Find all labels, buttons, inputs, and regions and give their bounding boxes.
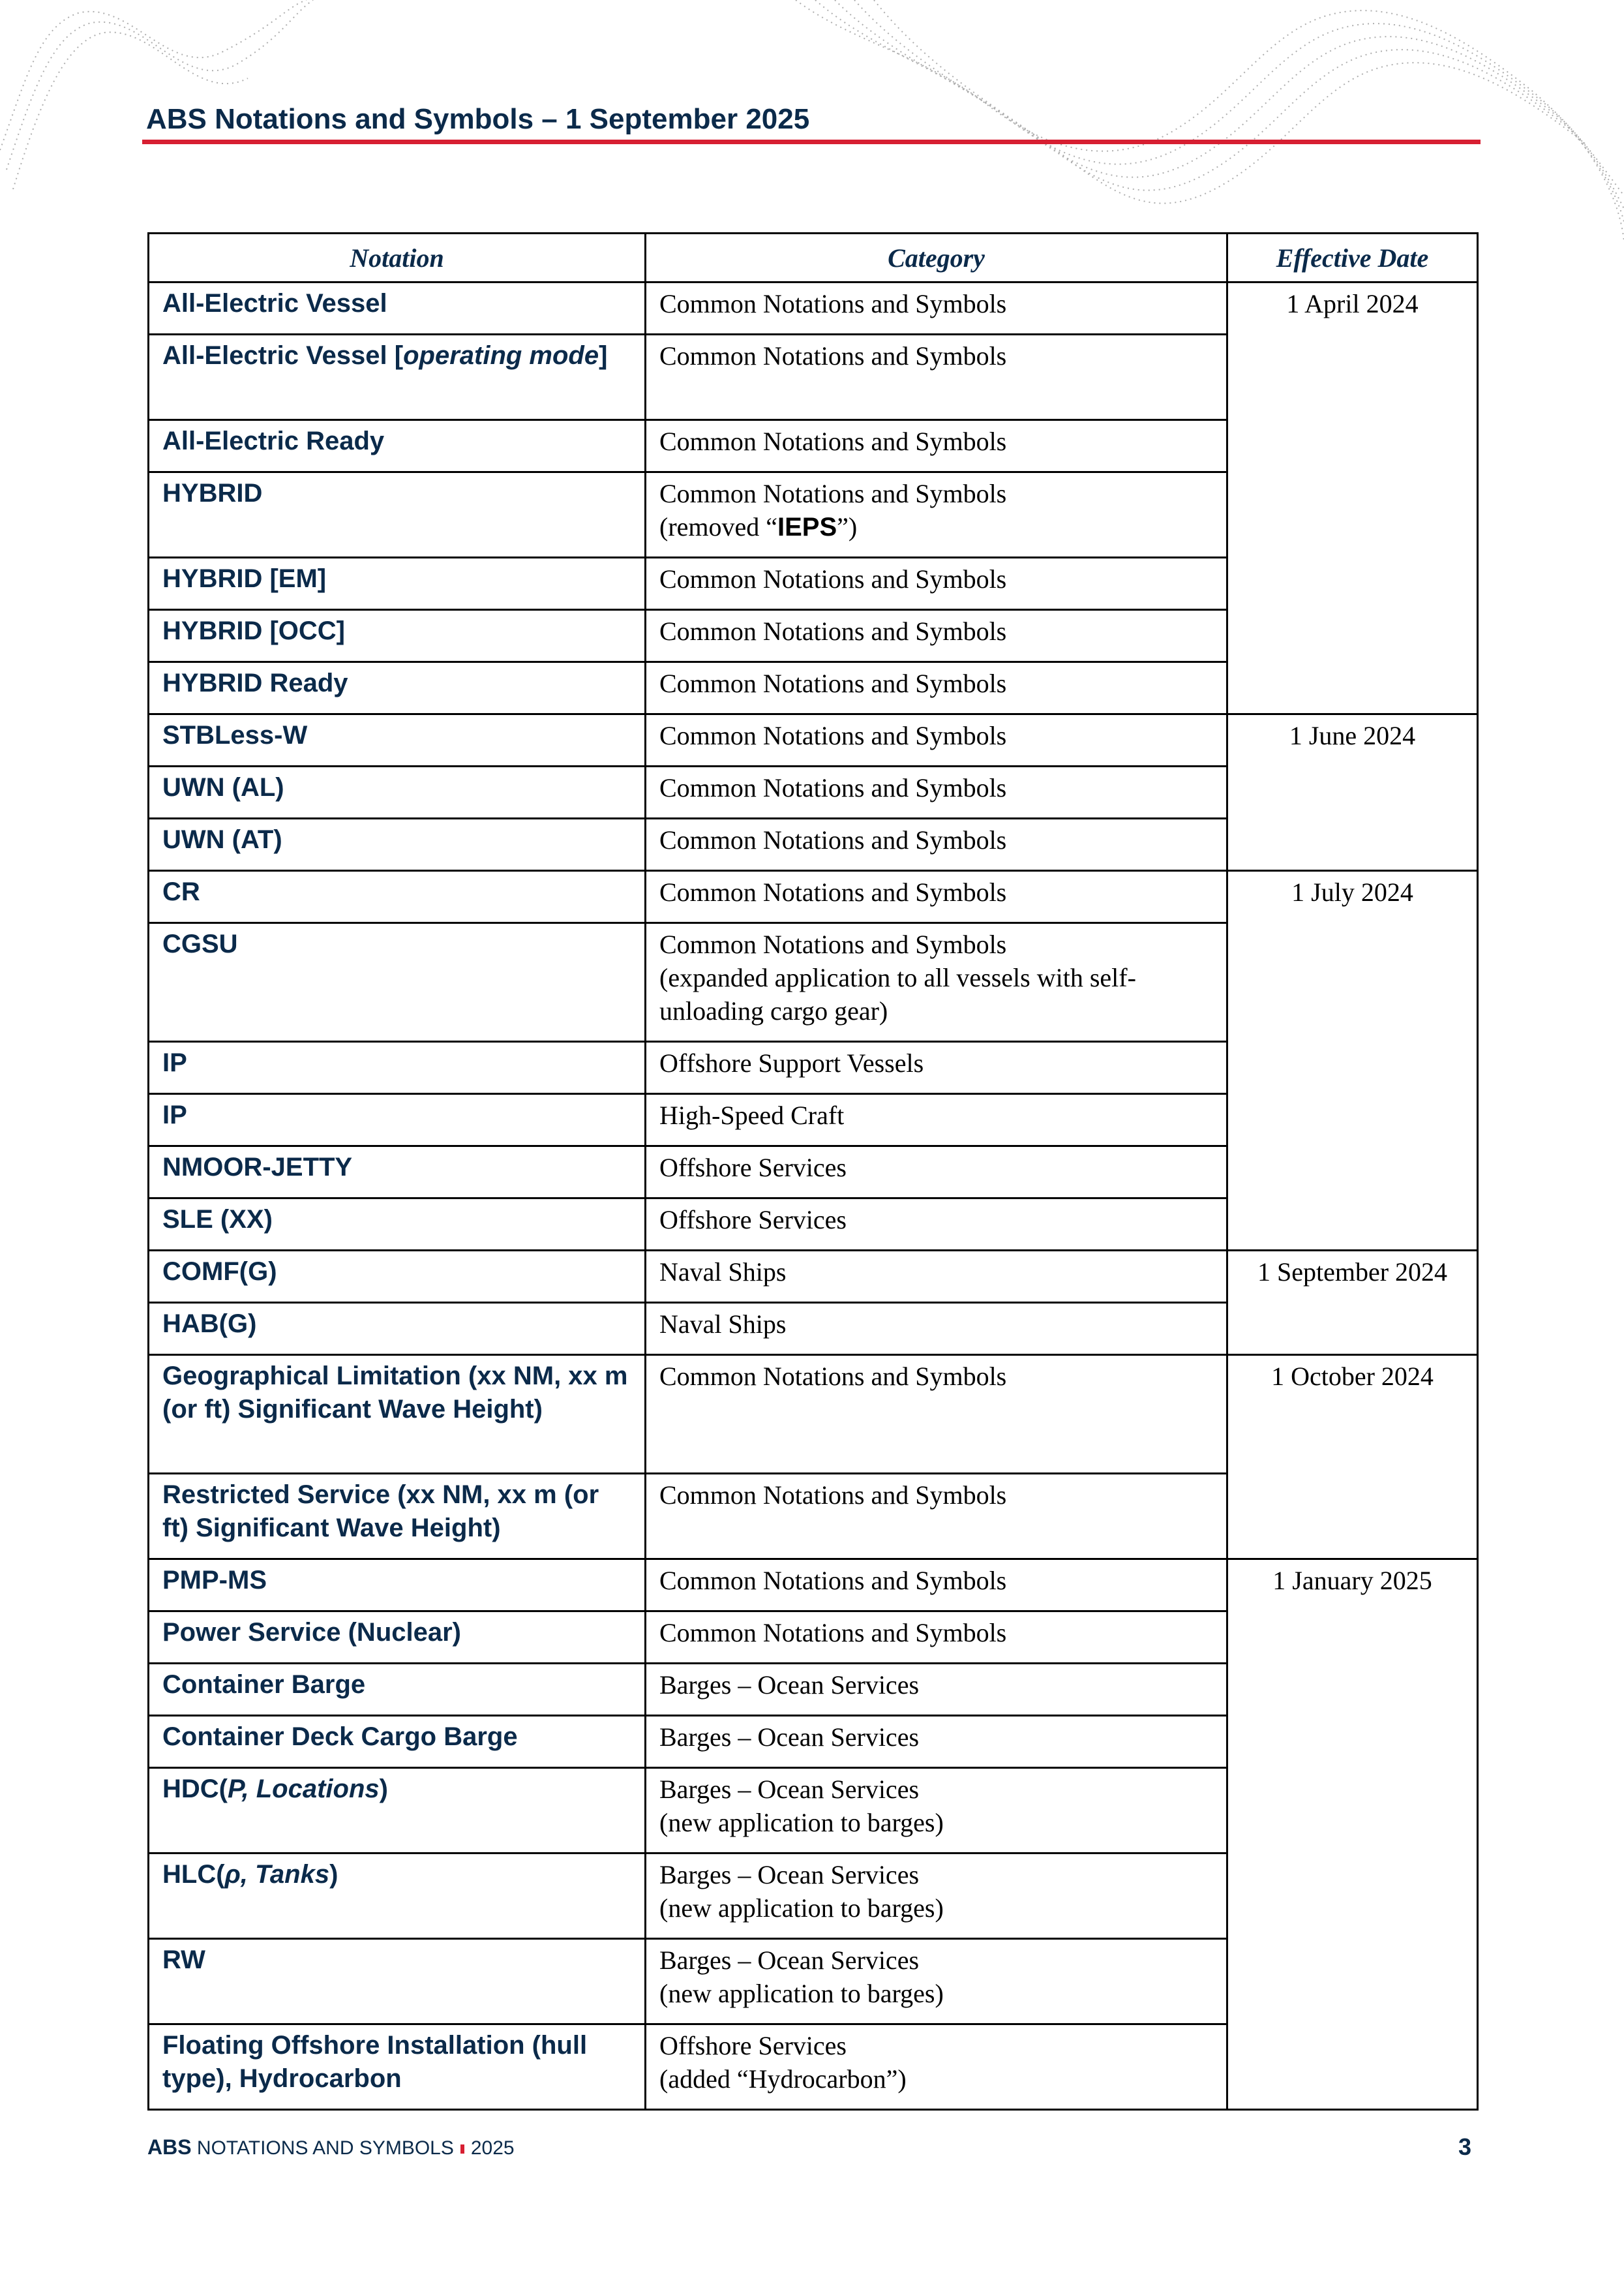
notation-cell: CR	[149, 871, 646, 923]
page-header-title: ABS Notations and Symbols – 1 September 2025	[146, 103, 810, 135]
notation-cell: HYBRID [OCC]	[149, 610, 646, 662]
category-cell: Common Notations and Symbols (expanded application to all vessels with self-unloading cargo gear)	[646, 923, 1227, 1042]
notation-cell: Container Barge	[149, 1664, 646, 1716]
notation-cell: Container Deck Cargo Barge	[149, 1716, 646, 1768]
category-cell: Offshore Services	[646, 1198, 1227, 1251]
notation-cell: HAB(G)	[149, 1303, 646, 1355]
category-cell: Barges – Ocean Services (new application to barges)	[646, 1768, 1227, 1853]
table-row	[149, 871, 1478, 923]
category-cell: Common Notations and Symbols	[646, 1559, 1227, 1611]
category-cell: Common Notations and Symbols	[646, 335, 1227, 420]
category-note: (new application to barges)	[659, 1893, 944, 1923]
effective-date-cell: 1 October 2024	[1227, 1355, 1478, 1559]
table-row	[149, 714, 1478, 767]
table-row	[149, 282, 1478, 335]
effective-date-cell: 1 July 2024	[1227, 871, 1478, 1251]
category-cell: Naval Ships	[646, 1251, 1227, 1303]
notation-cell: IP	[149, 1042, 646, 1094]
category-note: (removed “IEPS”)	[659, 512, 858, 541]
notation-cell: HLC(ρ, Tanks)	[149, 1853, 646, 1939]
category-note: (new application to barges)	[659, 1808, 944, 1837]
category-cell: Common Notations and Symbols	[646, 819, 1227, 871]
category-cell: Common Notations and Symbols (removed “IEPS”)	[646, 472, 1227, 558]
effective-date-cell: 1 January 2025	[1227, 1559, 1478, 2110]
category-cell: Common Notations and Symbols	[646, 1611, 1227, 1664]
category-cell: Common Notations and Symbols	[646, 420, 1227, 472]
notation-cell: Restricted Service (xx NM, xx m (or ft) Significant Wave Height)	[149, 1474, 646, 1559]
notation-cell: PMP-MS	[149, 1559, 646, 1611]
category-cell: Offshore Support Vessels	[646, 1042, 1227, 1094]
table-row	[149, 1355, 1478, 1474]
category-cell: Common Notations and Symbols	[646, 714, 1227, 767]
effective-date-cell: 1 September 2024	[1227, 1251, 1478, 1355]
notation-cell: COMF(G)	[149, 1251, 646, 1303]
category-cell: Barges – Ocean Services	[646, 1716, 1227, 1768]
notation-cell: All-Electric Ready	[149, 420, 646, 472]
category-cell: Common Notations and Symbols	[646, 282, 1227, 335]
category-cell: Common Notations and Symbols	[646, 610, 1227, 662]
footer-year: 2025	[470, 2137, 515, 2159]
column-header-effective-date: Effective Date	[1227, 234, 1478, 282]
notation-cell: Power Service (Nuclear)	[149, 1611, 646, 1664]
notation-cell: NMOOR-JETTY	[149, 1146, 646, 1198]
effective-date-cell: 1 April 2024	[1227, 282, 1478, 714]
page-footer	[147, 2135, 515, 2159]
notation-cell: HYBRID Ready	[149, 662, 646, 714]
table-header-row	[149, 234, 1478, 282]
notation-cell: HYBRID	[149, 472, 646, 558]
notation-cell: HDC(P, Locations)	[149, 1768, 646, 1853]
notation-cell: RW	[149, 1939, 646, 2024]
category-cell: Barges – Ocean Services (new application to barges)	[646, 1939, 1227, 2024]
notation-cell: Geographical Limitation (xx NM, xx m (or ft) Significant Wave Height)	[149, 1355, 646, 1474]
category-cell: Common Notations and Symbols	[646, 871, 1227, 923]
header-rule	[142, 140, 1481, 144]
table-row	[149, 1559, 1478, 1611]
notations-table	[147, 232, 1479, 2111]
notation-cell: All-Electric Vessel [operating mode]	[149, 335, 646, 420]
category-cell: Naval Ships	[646, 1303, 1227, 1355]
notation-cell: All-Electric Vessel	[149, 282, 646, 335]
category-cell: Common Notations and Symbols	[646, 558, 1227, 610]
category-cell: Offshore Services	[646, 1146, 1227, 1198]
notation-cell: IP	[149, 1094, 646, 1146]
category-note: (added “Hydrocarbon”)	[659, 2064, 907, 2094]
category-note: (new application to barges)	[659, 1979, 944, 2008]
notation-cell: CGSU	[149, 923, 646, 1042]
category-cell: Common Notations and Symbols	[646, 1355, 1227, 1474]
category-cell: Barges – Ocean Services	[646, 1664, 1227, 1716]
category-cell: Common Notations and Symbols	[646, 1474, 1227, 1559]
effective-date-cell: 1 June 2024	[1227, 714, 1478, 871]
table-row	[149, 1251, 1478, 1303]
notation-cell: UWN (AT)	[149, 819, 646, 871]
notation-cell: HYBRID [EM]	[149, 558, 646, 610]
notation-cell: UWN (AL)	[149, 767, 646, 819]
footer-text: NOTATIONS AND SYMBOLS	[196, 2137, 454, 2159]
notation-cell: STBLess-W	[149, 714, 646, 767]
column-header-category: Category	[646, 234, 1227, 282]
category-cell: High-Speed Craft	[646, 1094, 1227, 1146]
notation-cell: SLE (XX)	[149, 1198, 646, 1251]
category-cell: Barges – Ocean Services (new application to barges)	[646, 1853, 1227, 1939]
notation-cell: Floating Offshore Installation (hull type), Hydrocarbon	[149, 2024, 646, 2110]
footer-separator-dot	[460, 2144, 464, 2154]
category-cell: Common Notations and Symbols	[646, 767, 1227, 819]
page-number: 3	[1458, 2133, 1472, 2160]
category-cell: Common Notations and Symbols	[646, 662, 1227, 714]
category-cell: Offshore Services (added “Hydrocarbon”)	[646, 2024, 1227, 2110]
column-header-notation: Notation	[149, 234, 646, 282]
footer-brand: ABS	[147, 2135, 192, 2159]
category-note: (expanded application to all vessels with self-unloading cargo gear)	[659, 963, 1136, 1026]
